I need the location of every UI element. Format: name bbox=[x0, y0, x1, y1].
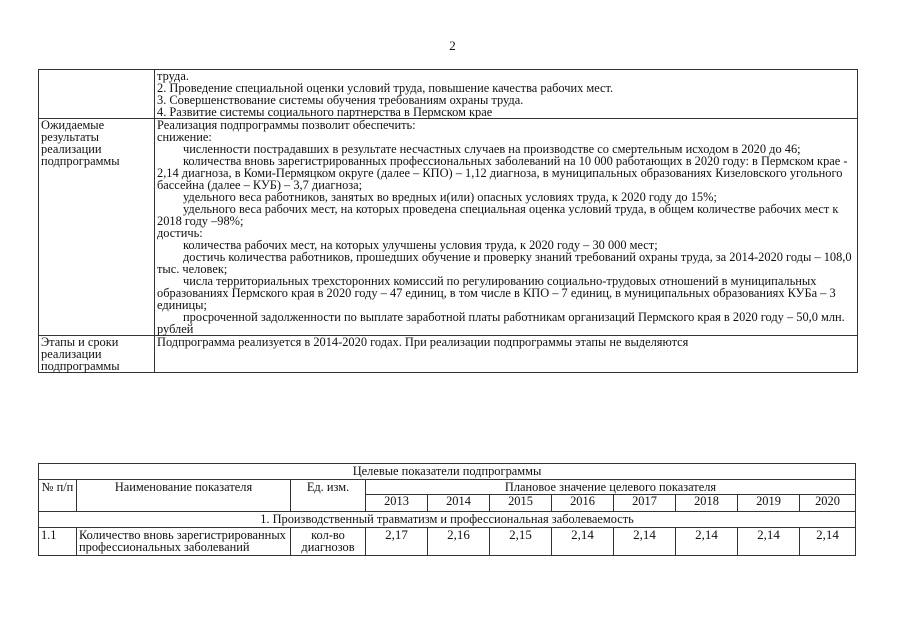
row-value: 2,17 bbox=[366, 527, 428, 555]
year-header: 2020 bbox=[800, 495, 856, 512]
task-line: труда. bbox=[157, 69, 189, 83]
achieve-heading: достичь: bbox=[157, 226, 203, 240]
task-line: 2. Проведение специальной оценки условий труда, повышение качества рабочих мест. bbox=[157, 81, 614, 95]
decrease-item: количества вновь зарегистрированных профессиональных заболеваний на 10 000 работающих в 2020 году: в Пермском крае - 2,14 диагноза, в Коми-Пермяцком округе (далее – КПО) – 1,12 диагноза, в муниципальных образованиях Кизеловского угольного бассейна (далее – КУБ) – 3,7 диагноза; bbox=[157, 154, 848, 192]
year-header: 2016 bbox=[552, 495, 614, 512]
row-value: 2,14 bbox=[676, 527, 738, 555]
achieve-item: числа территориальных трехсторонних комиссий по регулированию социально-трудовых отношений в муниципальных образованиях Пермского края в 2020 году – 47 единиц, в том числе в КПО – 7 единиц, в муниципальных образованиях КУБа – 3 единицы; bbox=[157, 274, 836, 312]
col-header-unit: Ед. изм. bbox=[291, 479, 366, 512]
page-number: 2 bbox=[449, 38, 456, 53]
row-name: Количество вновь зарегистрированных профессиональных заболеваний bbox=[77, 527, 291, 555]
decrease-heading: снижение: bbox=[157, 130, 212, 144]
decrease-item: удельного веса рабочих мест, на которых проведена специальная оценка условий труда, в общем количестве рабочих мест к 2018 году –98%; bbox=[157, 202, 839, 228]
stages-text: Подпрограмма реализуется в 2014-2020 годах. При реализации подпрограммы этапы не выделяются bbox=[155, 336, 858, 373]
achieve-item: количества рабочих мест, на которых улучшены условия труда, к 2020 году – 30 000 мест; bbox=[183, 238, 658, 252]
decrease-item: численности пострадавших в результате несчастных случаев на производстве со смертельным исходом в 2020 до 46; bbox=[183, 142, 801, 156]
row-num: 1.1 bbox=[39, 527, 77, 555]
task-line: 3. Совершенствование системы обучения требованиям охраны труда. bbox=[157, 93, 524, 107]
year-header: 2017 bbox=[614, 495, 676, 512]
tasks-continuation-row bbox=[39, 70, 858, 119]
section-heading: 1. Производственный травматизм и профессиональная заболеваемость bbox=[39, 512, 856, 528]
task-line: 4. Развитие системы социального партнерства в Пермском крае bbox=[157, 105, 493, 119]
row-value: 2,14 bbox=[552, 527, 614, 555]
expected-intro: Реализация подпрограммы позволит обеспечить: bbox=[157, 118, 416, 132]
col-header-num: № п/п bbox=[39, 479, 77, 512]
col-header-name: Наименование показателя bbox=[77, 479, 291, 512]
row-value: 2,16 bbox=[428, 527, 490, 555]
stages-row bbox=[39, 336, 858, 373]
indicators-title: Целевые показатели подпрограммы bbox=[39, 464, 856, 480]
year-header: 2013 bbox=[366, 495, 428, 512]
stages-label: Этапы и сроки реализации подпрограммы bbox=[39, 336, 155, 373]
target-indicators-table bbox=[38, 463, 856, 556]
row-unit: кол-во диагнозов bbox=[291, 527, 366, 555]
row-value: 2,14 bbox=[738, 527, 800, 555]
col-header-plan: Плановое значение целевого показателя bbox=[366, 479, 856, 495]
row-value: 2,14 bbox=[800, 527, 856, 555]
expected-results-label: Ожидаемые результаты реализации подпрограммы bbox=[39, 119, 155, 336]
row-value: 2,15 bbox=[490, 527, 552, 555]
achieve-item: просроченной задолженности по выплате заработной платы работникам организаций Пермского края в 2020 году – 50,0 млн. рублей bbox=[157, 310, 845, 336]
subprogram-passport-table bbox=[38, 69, 858, 373]
empty-label-cell bbox=[39, 70, 155, 119]
expected-results-row bbox=[39, 119, 858, 336]
year-header: 2019 bbox=[738, 495, 800, 512]
decrease-item: удельного веса работников, занятых во вредных и(или) опасных условиях труда, к 2020 году до 15%; bbox=[183, 190, 717, 204]
year-header: 2018 bbox=[676, 495, 738, 512]
achieve-item: достичь количества работников, прошедших обучение и проверку знаний требований охраны труда, за 2014-2020 годы – 108,0 тыс. человек; bbox=[157, 250, 852, 276]
expected-results-cell bbox=[155, 119, 858, 336]
row-value: 2,14 bbox=[614, 527, 676, 555]
table-row bbox=[39, 527, 856, 555]
year-header: 2015 bbox=[490, 495, 552, 512]
year-header: 2014 bbox=[428, 495, 490, 512]
tasks-cell bbox=[155, 70, 858, 119]
